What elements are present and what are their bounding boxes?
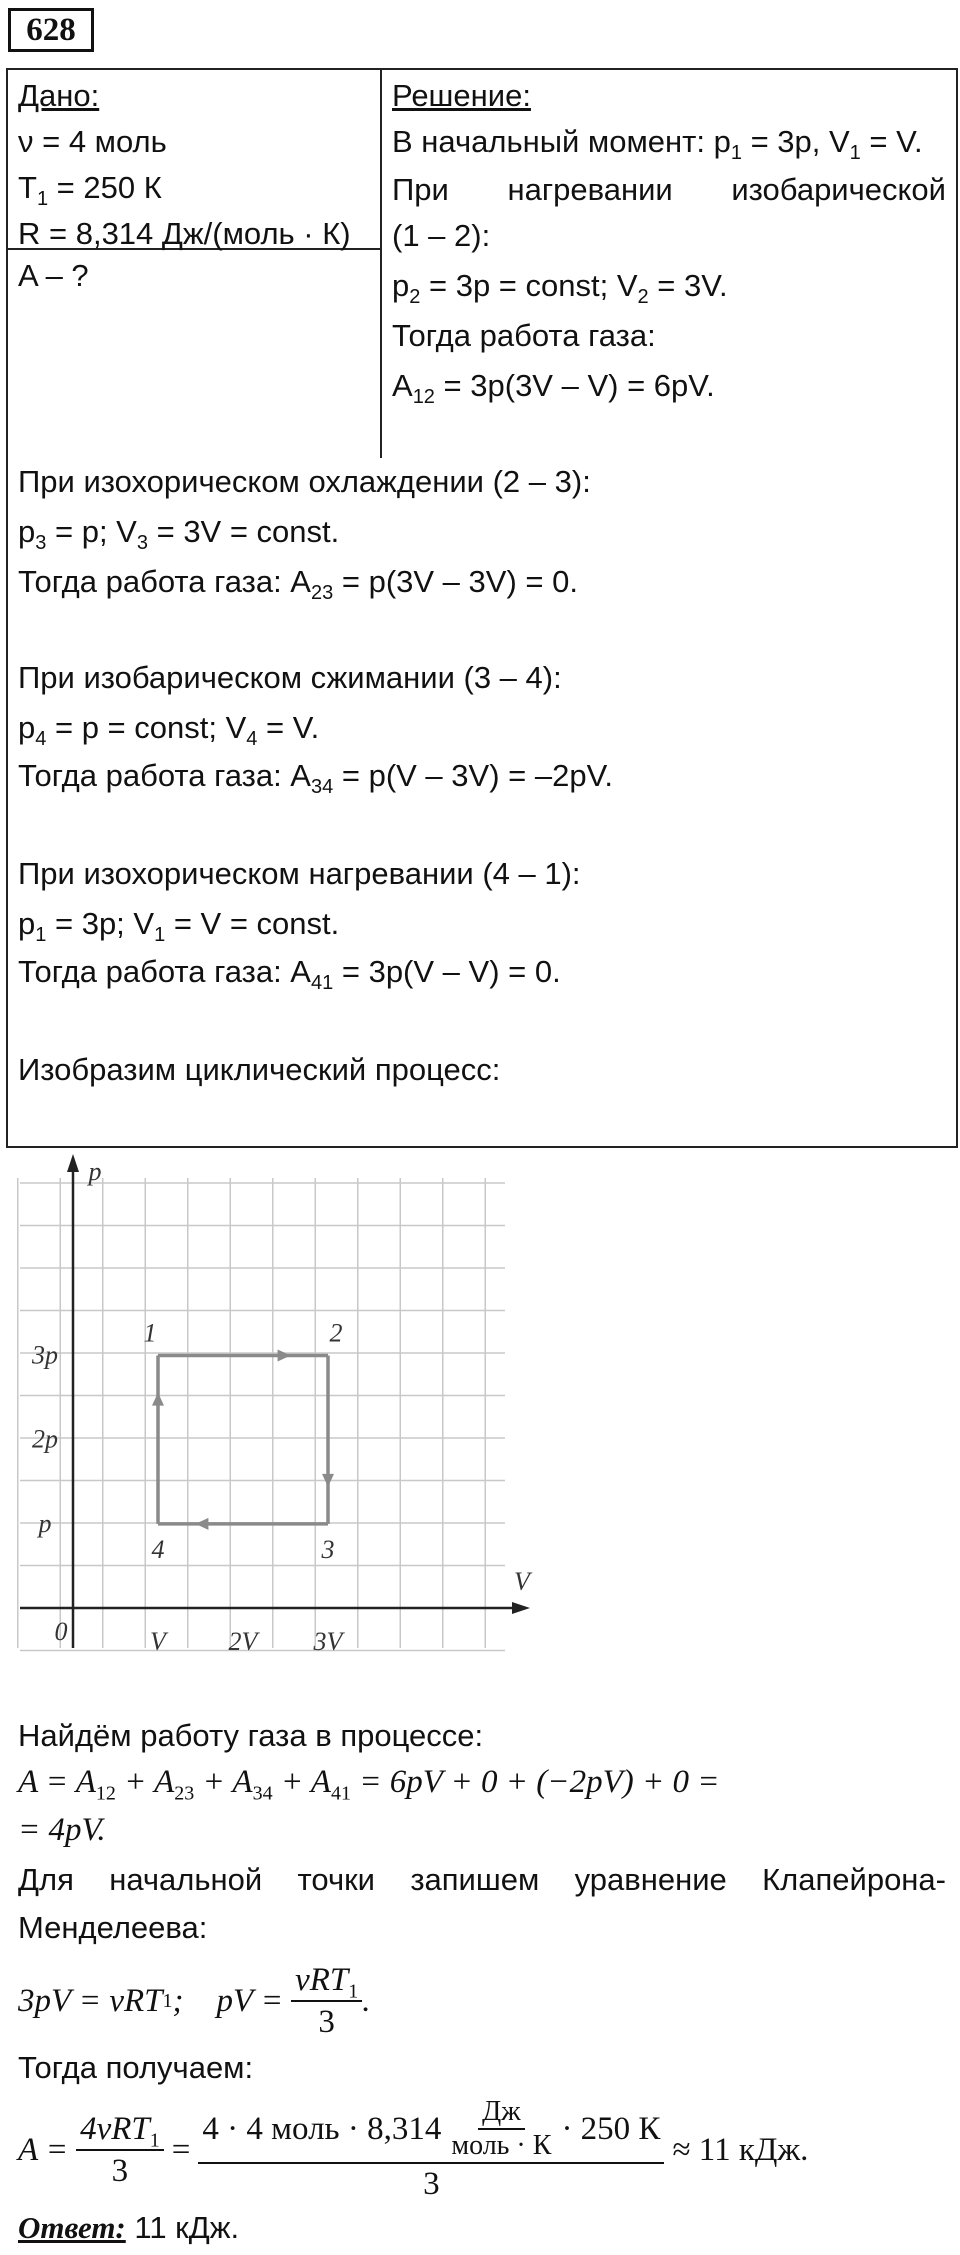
final-calculation: A = $\frac{4\nu RT_1}{3}$ = 4 · 4 моль · 8,314 $\frac{Дж}{\text{моль · К}}$ · 250 К 3 ≈ 11 кДж. bbox=[18, 2096, 809, 2202]
step-3-4-values: $p_4 = p$ = const; $V_4 = V$. bbox=[18, 710, 320, 751]
solution-line-3: (1 – 2): bbox=[392, 218, 491, 253]
find-work-text: Найдём работу газа в процессе: bbox=[18, 1718, 484, 1753]
step-3-4-title: При изобарическом сжимании (3 – 4): bbox=[18, 660, 562, 695]
step-4-1-work: Тогда работа газа: $A_{41} = 3p(V - V) = 0$. bbox=[18, 954, 561, 995]
y-tick-label: p bbox=[38, 1508, 52, 1538]
given-t1: $T_1 = 250$ К bbox=[18, 170, 162, 211]
then-get: Тогда получаем: bbox=[18, 2050, 254, 2085]
point-label-2: 2 bbox=[329, 1318, 343, 1348]
p-axis-arrow bbox=[67, 1154, 79, 1172]
work-equation: $A = A_{12} + A_{23} + A_{34} + A_{41} = 6pV + 0 + (-2pV) + 0$ = bbox=[18, 1764, 720, 1805]
given-nu: ν = 4 моль bbox=[18, 124, 167, 159]
x-tick-label: V bbox=[150, 1627, 166, 1656]
grid bbox=[18, 1178, 505, 1651]
y-tick-label: 3p bbox=[32, 1340, 58, 1370]
cycle-arrow-1-2 bbox=[278, 1350, 291, 1362]
p-axis-label: p bbox=[88, 1157, 102, 1186]
solution-heading: Решение: bbox=[392, 78, 531, 113]
step-4-1-values: $p_1 = 3p$; $V_1 = V$ = const. bbox=[18, 906, 340, 947]
y-tick-label: 2p bbox=[32, 1424, 58, 1454]
origin-label: 0 bbox=[54, 1617, 68, 1646]
point-label-3: 3 bbox=[321, 1534, 335, 1564]
pv-diagram bbox=[0, 1148, 600, 1668]
find-a: A – ? bbox=[18, 258, 89, 293]
solution-line-6: $A_{12} = 3p(3V - V) = 6pV$. bbox=[392, 368, 715, 409]
cycle-arrow-3-4 bbox=[195, 1518, 208, 1530]
solution-line-1: В начальный момент: $p_1 = 3p$, $V_1 = V$. bbox=[392, 124, 923, 165]
step-2-3-title: При изохорическом охлаждении (2 – 3): bbox=[18, 464, 591, 499]
v-axis-arrow bbox=[512, 1602, 530, 1614]
x-tick-label: 3V bbox=[313, 1627, 343, 1656]
solution-line-4: $p_2 = 3p$ = const; $V_2 = 3V$. bbox=[392, 268, 728, 309]
answer: Ответ: 11 кДж. bbox=[18, 2210, 240, 2245]
problem-number: 628 bbox=[8, 8, 94, 52]
cycle-arrow-4-1 bbox=[152, 1393, 164, 1406]
step-2-3-work: Тогда работа газа: $A_{23} = p(3V - 3V) = 0$. bbox=[18, 564, 578, 605]
clapeyron-line: Для начальной точки запишем уравнение Клапейрона- bbox=[18, 1862, 946, 1897]
given-heading: Дано: bbox=[18, 78, 100, 113]
mendeleev-word: Менделеева: bbox=[18, 1910, 208, 1945]
work-result: = 4pV. bbox=[18, 1812, 106, 1848]
point-label-4: 4 bbox=[151, 1534, 165, 1564]
solution-line-2: При нагревании изобарической bbox=[392, 172, 946, 207]
point-label-1: 1 bbox=[143, 1318, 157, 1348]
cycle-intro: Изобразим циклический процесс: bbox=[18, 1052, 501, 1087]
clapeyron-equation: 3pV = νRT 1 ; pV = $\frac{\nu RT_1}{3}$ . bbox=[18, 1962, 371, 2040]
step-2-3-values: $p_3 = p$; $V_3 = 3V$ = const. bbox=[18, 514, 340, 555]
x-tick-label: 2V bbox=[228, 1627, 258, 1656]
given-divider bbox=[380, 70, 382, 458]
step-3-4-work: Тогда работа газа: $A_{34} = p(V - 3V) = -2pV$. bbox=[18, 758, 614, 799]
given-r: R = 8,314 Дж/(моль · К) bbox=[18, 216, 351, 251]
step-4-1-title: При изохорическом нагревании (4 – 1): bbox=[18, 856, 581, 891]
solution-line-5: Тогда работа газа: bbox=[392, 318, 656, 353]
v-axis-label: V bbox=[514, 1567, 530, 1596]
